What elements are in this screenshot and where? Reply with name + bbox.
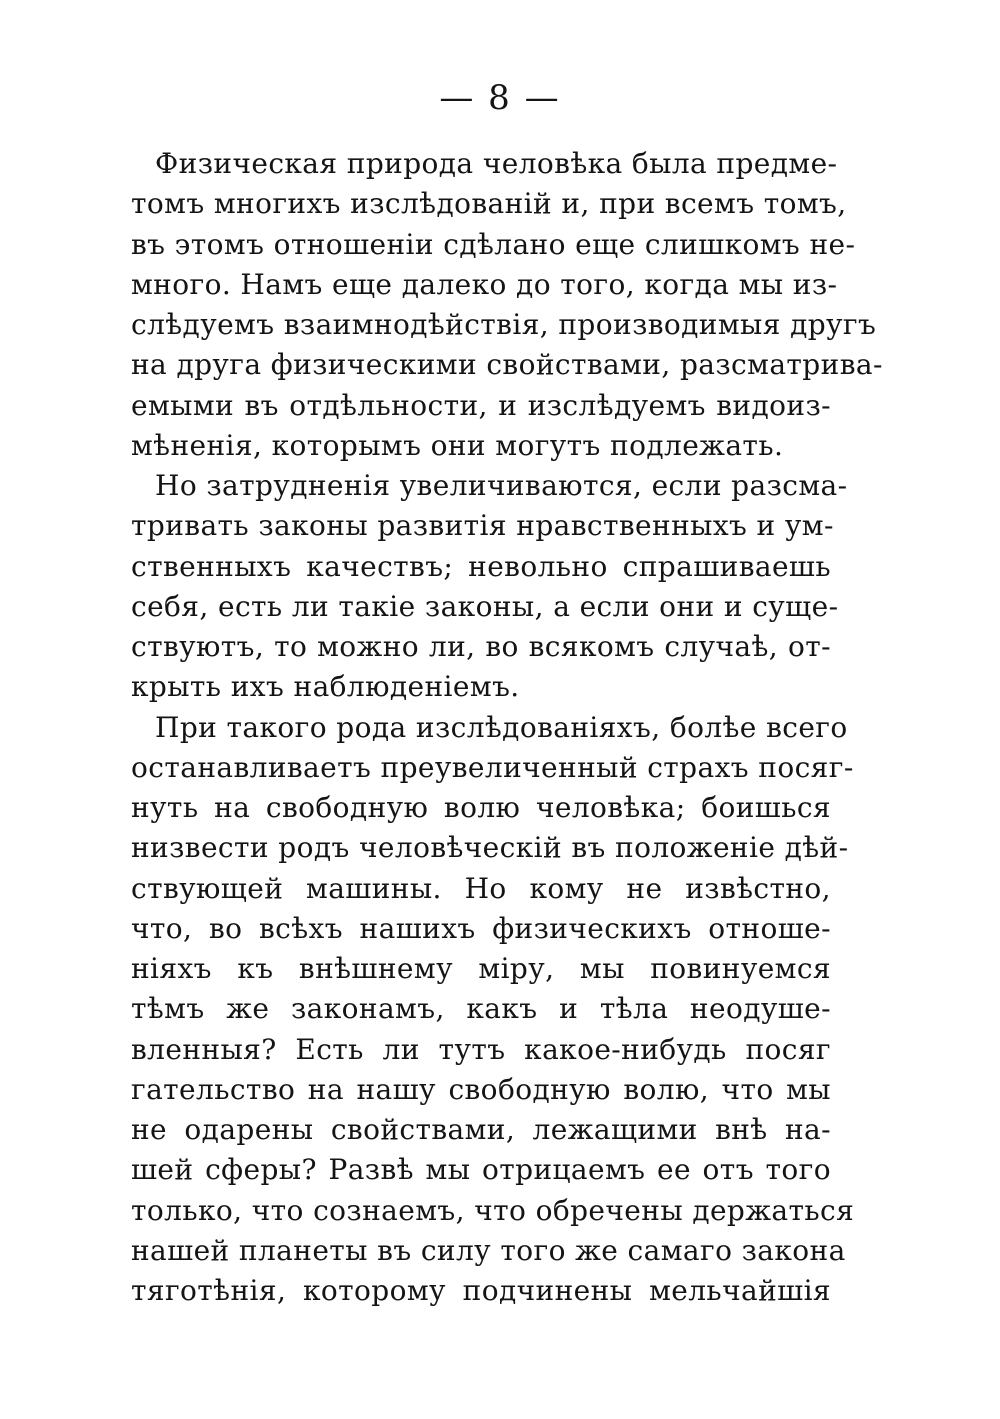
text-line: тяготѣнія, которому подчинены мельчайшія [131,1274,831,1307]
text-line: тривать законы развитія нравственныхъ и ум- [131,509,834,543]
text-line: слѣдуемъ взаимнодѣйствія, производимыя другъ [131,308,877,341]
text-line: мѣненія, которымъ они могутъ подлежать. [131,428,784,462]
text-line: гательство на нашу свободную волю, что мы [131,1072,831,1106]
text-line: ственныхъ качествъ; невольно спрашиваешь [131,549,831,583]
text-line: себя, есть ли такіе законы, а если они и суще- [131,589,839,623]
body-text [131,144,883,1311]
text-line: низвести родъ человѣческій въ положеніе дѣй- [131,831,849,865]
text-line: нашей планеты въ силу того же самаго закона [131,1233,846,1267]
text-line: нуть на свободную волю человѣка; боишься [131,791,831,824]
text-line: не одарены свойствами, лежащими внѣ на- [131,1113,831,1146]
text-line: вленныя? Есть ли тутъ какое-нибудь посяг [131,1032,831,1066]
text-line: останавливаетъ преувеличенный страхъ посяг- [131,750,854,784]
text-line: тѣмъ же законамъ, какъ и тѣла неодуше- [131,992,831,1026]
text-line: на друга физическими свойствами, разсматрива- [131,348,883,382]
text-line: въ этомъ отношеніи сдѣлано еще слишкомъ не- [131,227,856,261]
text-line: только, что сознаемъ, что обречены держаться [131,1193,855,1227]
text-line: шей сферы? Развѣ мы отрицаемъ ее отъ того [131,1153,831,1187]
page-number: — 8 — [439,78,561,118]
paragraph-2 [131,466,848,708]
text-line: Но затрудненія увеличиваются, если разсма- [155,469,848,502]
text-line: емыми въ отдѣльности, и изслѣдуемъ видоиз- [131,388,831,422]
text-line: ніяхъ къ внѣшнему міру, мы повинуемся [131,952,831,985]
paragraph-1 [131,144,883,466]
text-line: крыть ихъ наблюденіемъ. [131,670,520,704]
text-line: При такого рода изслѣдованіяхъ, болѣе всего [155,710,848,744]
text-line: томъ многихъ изслѣдованій и, при всемъ томъ, [131,187,847,221]
text-line: Физическая природа человѣка была предме- [155,147,838,180]
paragraph-3 [131,708,855,1312]
text-line: ствующей машины. Но кому не извѣстно, [131,871,831,905]
text-line: много. Намъ еще далеко до того, когда мы из- [131,267,838,301]
text-line: что, во всѣхъ нашихъ физическихъ отноше- [131,911,831,945]
text-line: ствуютъ, то можно ли, во всякомъ случаѣ, от- [131,630,831,663]
